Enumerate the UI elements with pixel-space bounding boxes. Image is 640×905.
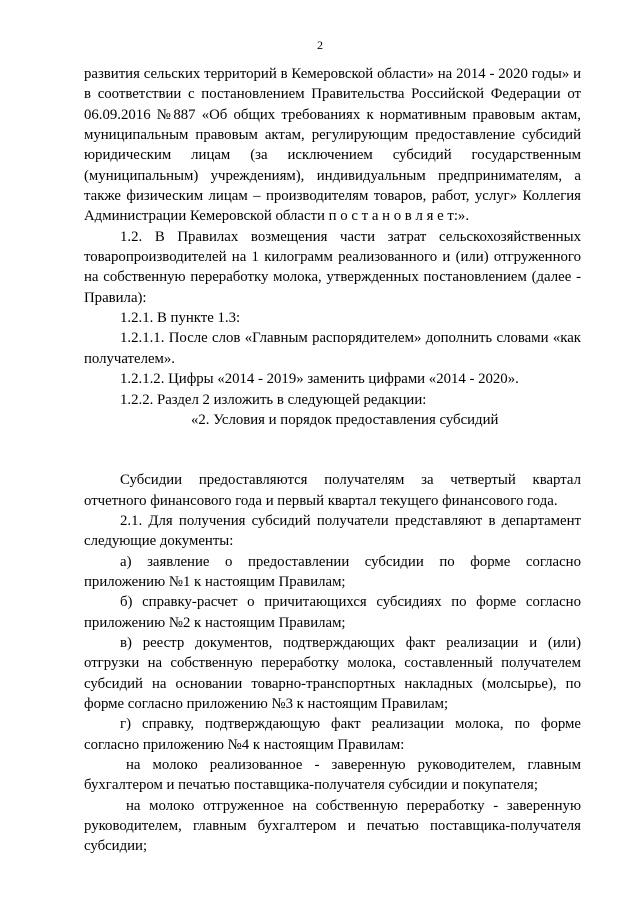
paragraph-1-2-1-1: 1.2.1.1. После слов «Главным распорядителем» дополнить словами «как получателем». bbox=[84, 330, 581, 367]
paragraph-subsidies: Субсидии предоставляются получателям за четвертый квартал отчетного финансового года и первый квартал текущего финансового года. bbox=[84, 472, 581, 509]
document-body bbox=[84, 64, 581, 857]
preamble-text: развития сельских территорий в Кемеровской области» на 2014 - 2020 годы» и в соответствии с постановлением Правительства Российской Федерации от 06.09.2016 №887 «Об общих требованиях к нормативным правовым актам, муниципальным правовым актам, регулирующим предоставление субсидий юридическим лицам (за исключением субсидий государственным (муниципальным) учреждениям), индивидуальным предпринимателям, а также физическим лицам – производителям товаров, работ, услуг» Коллегия Администрации Кемеровской области bbox=[84, 66, 581, 225]
decree-tail: :». bbox=[453, 208, 470, 225]
paragraph-1-2-1-2: 1.2.1.2. Цифры «2014 - 2019» заменить цифрами «2014 - 2020». bbox=[120, 371, 519, 388]
decree-word: п о с т а н о в л я е т bbox=[328, 208, 454, 225]
paragraph-2-1: 2.1. Для получения субсидий получатели представляют в департамент следующие документы: bbox=[84, 512, 581, 550]
page-number: 2 bbox=[317, 38, 323, 52]
paragraph-1-2-1: 1.2.1. В пункте 1.3: bbox=[120, 310, 241, 327]
paragraph-1-2: 1.2. В Правилах возмещения части затрат сельскохозяйственных товаропроизводителей на 1 килограмм реализованного и (или) отгруженного на собственную переработку молока, утвержденных постановлением (далее - Правила): bbox=[84, 228, 581, 306]
list-item-a: а) заявление о предоставлении субсидии по форме согласно приложению №1 к настоящим Правилам; bbox=[84, 553, 581, 590]
paragraph-sold-milk: на молоко реализованное - заверенную руководителем, главным бухгалтером и печатью поставщика-получателя субсидии и покупателя; bbox=[84, 757, 581, 794]
list-item-g: г) справку, подтверждающую факт реализации молока, по форме согласно приложению №4 к настоящим Правилам: bbox=[84, 716, 581, 753]
section-heading: «2. Условия и порядок предоставления субсидий bbox=[191, 411, 499, 428]
paragraph-preamble bbox=[84, 64, 581, 227]
paragraph-1-2-2: 1.2.2. Раздел 2 изложить в следующей редакции: bbox=[120, 391, 427, 408]
list-item-b: б) справку-расчет о причитающихся субсидиях по форме согласно приложению №2 к настоящим Правилам; bbox=[84, 594, 581, 631]
paragraph-shipped-milk: на молоко отгруженное на собственную переработку - заверенную руководителем, главным бухгалтером и печатью поставщика-получателя субсидии; bbox=[84, 797, 581, 855]
list-item-v: в) реестр документов, подтверждающих факт реализации и (или) отгрузки на собственную переработку молока, составленный получателем субсидий на основании товарно-транспортных накладных (молсырье), по форме согласно приложению №3 к настоящим Правилам; bbox=[84, 634, 581, 712]
blank-line bbox=[84, 430, 581, 470]
